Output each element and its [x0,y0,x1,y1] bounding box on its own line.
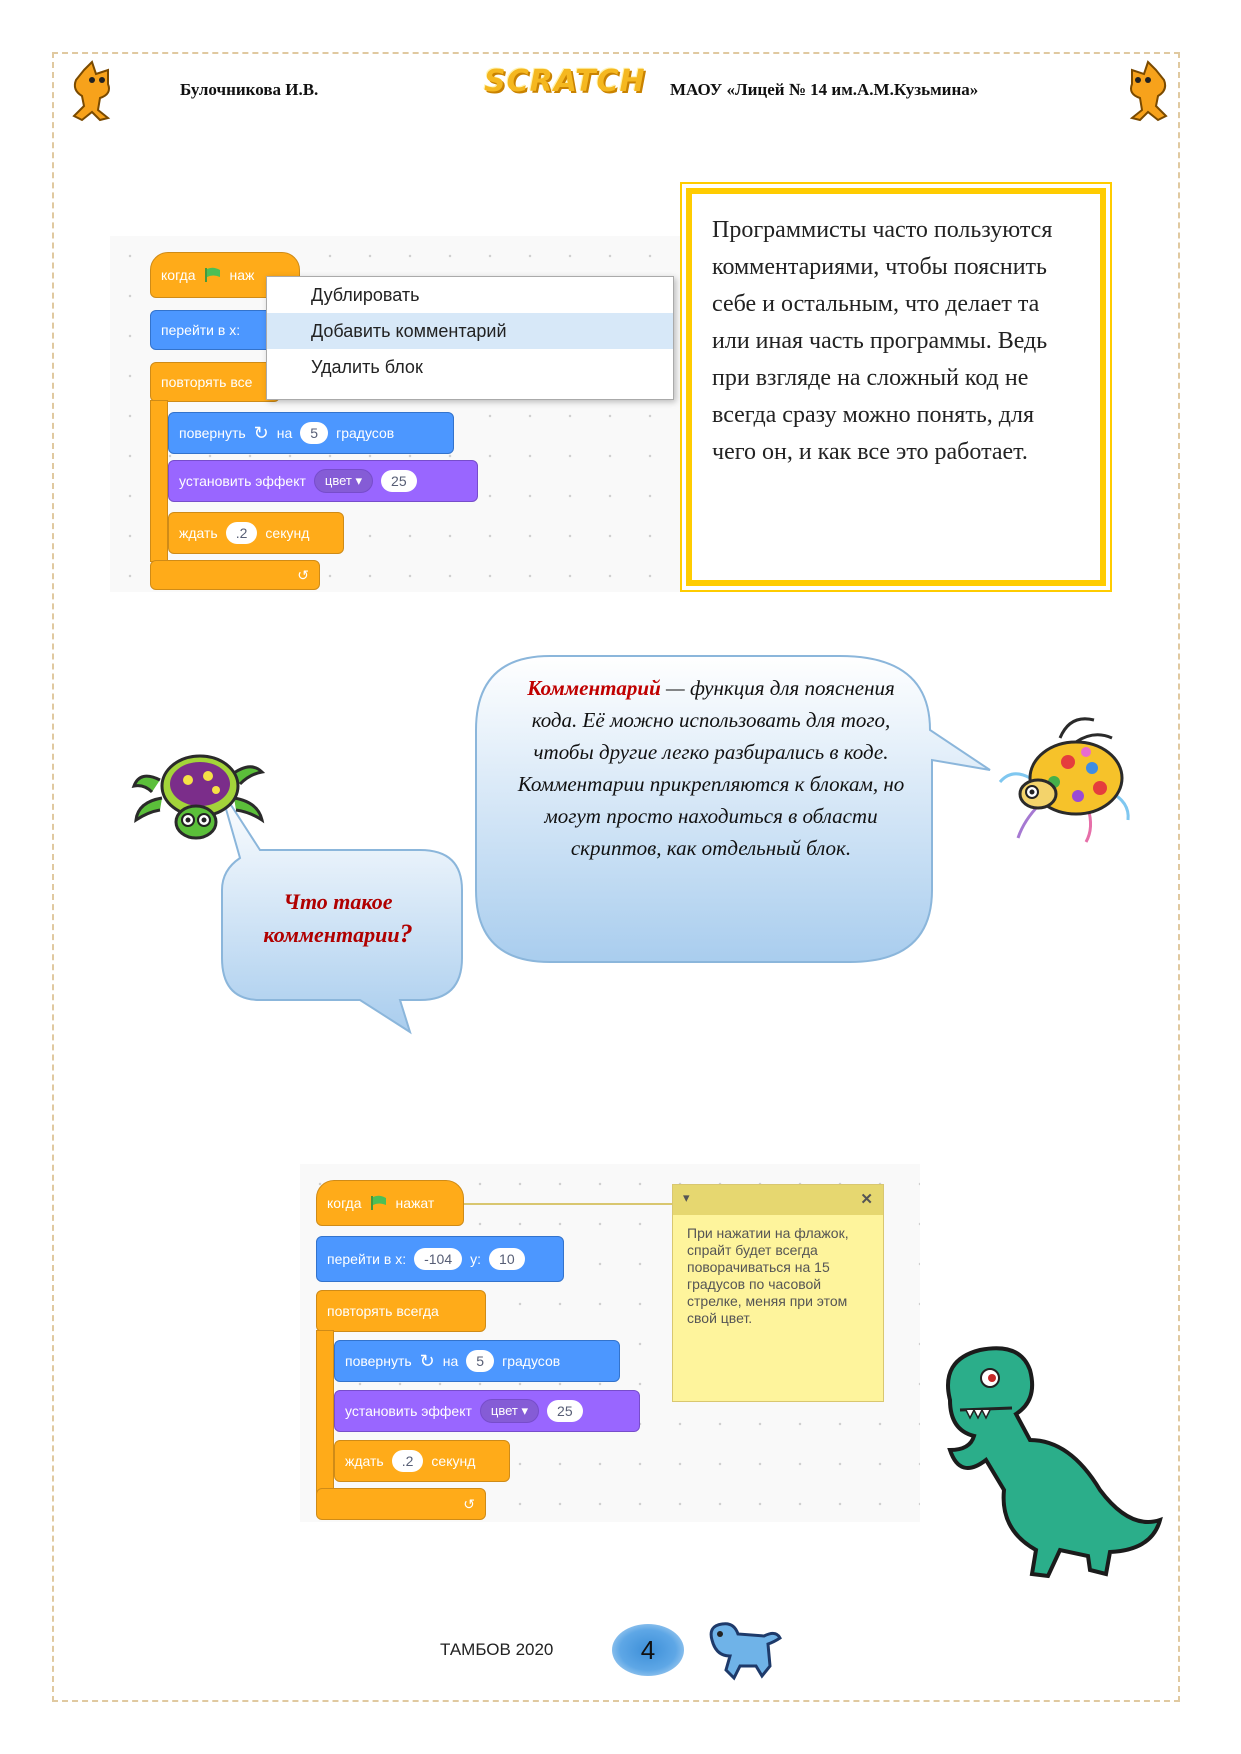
turn-degrees-input[interactable]: 5 [466,1350,494,1372]
wait-block[interactable]: ждать .2 секунд [334,1440,510,1482]
menu-item-duplicate[interactable]: Дублировать [311,285,420,305]
author-name: Булочникова И.В. [180,80,319,99]
info-box: Программисты часто пользуются комментариями, чтобы пояснить себе и остальным, что делает та или иная часть программы. Ведь при взгляде на сложный код не всегда сразу можно понять, для чего он, и как все это работает. [686,188,1106,586]
definition-text [506,672,916,864]
when-flag-block[interactable]: когда наж [150,252,300,298]
forever-block-bottom [316,1488,486,1520]
comment-text[interactable]: При нажатии на флажок, спрайт будет всегда поворачиваться на 15 градусов по часовой стрелке, меняя при этом свой цвет. [687,1225,849,1326]
definition-body: — функция для пояснения кода. Её можно использовать для того, чтобы другие легко разбирались в коде. Комментарии прикрепляются к блокам, но могут просто находиться в области скриптов, как отдельный блок. [517,676,905,860]
question-text: Что такое комментарии? [263,889,413,948]
forever-block-arm [316,1330,334,1494]
effect-dropdown[interactable]: цвет ▾ [314,469,373,493]
effect-value-input[interactable]: 25 [547,1400,583,1422]
spider-sprite-icon [130,740,270,850]
comment-note[interactable] [672,1184,884,1402]
forever-block-arm [150,400,168,562]
wait-seconds-input[interactable]: .2 [392,1450,424,1472]
x-input[interactable]: -104 [414,1248,462,1270]
dog-sprite-icon [704,1616,784,1686]
close-icon[interactable]: ✕ [860,1191,873,1208]
dinosaur-sprite-icon [920,1330,1170,1590]
definition-term: Комментарий [527,676,661,700]
footer-text: ТАМБОВ 2020 [440,1640,554,1659]
turn-degrees-input[interactable]: 5 [300,422,328,444]
comment-header [673,1185,883,1215]
loop-arrow-icon: ↺ [463,1495,475,1512]
green-flag-icon [204,267,222,283]
green-flag-icon [370,1195,388,1211]
menu-item-add-comment[interactable]: Добавить комментарий [267,313,673,349]
scratch-cat-icon [1106,60,1176,124]
forever-block[interactable]: повторять все [150,362,280,402]
effect-value-input[interactable]: 25 [381,470,417,492]
turn-right-block[interactable]: повернуть ↻ на 5 градусов [168,412,454,454]
goto-xy-block[interactable]: перейти в x: -104 y: 10 [316,1236,564,1282]
wait-block[interactable]: ждать .2 секунд [168,512,344,554]
forever-block-bottom [150,560,320,590]
y-input[interactable]: 10 [489,1248,525,1270]
forever-block[interactable]: повторять всегда [316,1290,486,1332]
when-flag-block[interactable]: когда нажат [316,1180,464,1226]
set-effect-block[interactable]: установить эффект цвет ▾ 25 [168,460,478,502]
collapse-icon[interactable]: ▾ [683,1190,690,1205]
turn-right-block[interactable]: повернуть ↻ на 5 градусов [334,1340,620,1382]
goto-xy-block[interactable]: перейти в x: [150,310,280,350]
context-menu [266,276,674,400]
wait-seconds-input[interactable]: .2 [226,522,258,544]
ladybug-sprite-icon [990,708,1140,848]
school-name: МАОУ «Лицей № 14 им.А.М.Кузьмина» [670,80,979,99]
rotate-right-icon: ↻ [253,422,269,443]
effect-dropdown[interactable]: цвет ▾ [480,1399,539,1423]
menu-item-delete-block[interactable]: Удалить блок [311,357,423,377]
page-number: 4 [612,1624,684,1676]
loop-arrow-icon: ↺ [297,566,309,583]
scratch-logo: SCRATCH [484,64,646,99]
rotate-right-icon: ↻ [419,1350,435,1371]
comment-connector-line [464,1203,672,1205]
set-effect-block[interactable]: установить эффект цвет ▾ 25 [334,1390,640,1432]
scratch-cat-icon [64,60,134,124]
